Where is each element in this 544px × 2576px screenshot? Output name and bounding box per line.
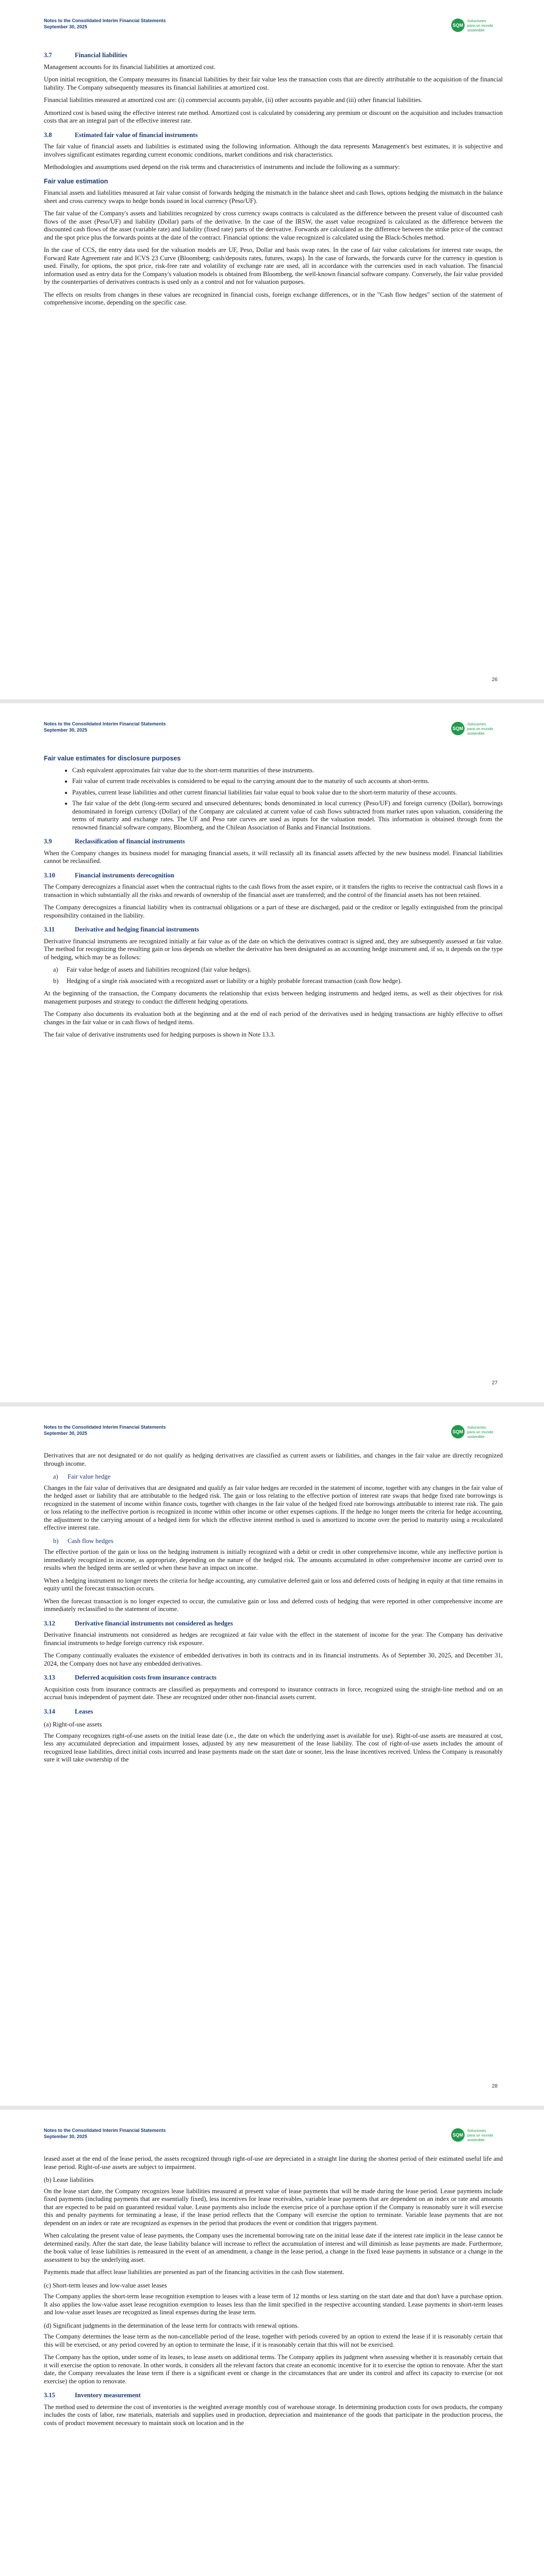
- section-number: 3.13: [44, 1674, 55, 1681]
- logo-tagline-3: sostenible: [467, 2137, 485, 2142]
- logo-mark: SQM: [451, 722, 465, 735]
- paragraph: The fair value of derivative instruments used for hedging purposes is shown in Note 13.3.: [44, 1031, 275, 1038]
- document-page-1: [0, 0, 544, 699]
- section-heading: [44, 2392, 503, 2400]
- paragraph: Financial liabilities measured at amortized cost are: (i) commercial accounts payable, (ii) other accounts payable and (iii) other financial liabilities.: [44, 96, 423, 104]
- paragraph: Derivative financial instruments are recognized initially at fair value as of the date on which the derivatives contract is signed and, they are subsequently assessed at fair value. The method for recognizing the resulting gain or loss depends on whether the derivative has been designated as an accounting hedge instrument and, if so, it depends on the type of hedging, which may be as follows:: [44, 937, 503, 961]
- logo-tagline-2: para un mundo: [467, 726, 493, 731]
- document-page-3: [0, 1406, 544, 2106]
- lettered-list: [44, 966, 503, 985]
- logo-tagline: [467, 1425, 493, 1439]
- section-number: 3.15: [44, 2392, 55, 2399]
- paragraph: The fair value of the Company's assets and liabilities recognized by cross currency swaps contracts is calculated as the difference between the present value of discounted cash flows of the asset (Peso/UF) and liability (Dollar) parts of the derivative. In the case of the IRSW, the asset value recognized is calculated as the difference between the discounted cash flows of the asset (variable rate) and liability (fixed rate) parts of the derivative. Forwards are calculated as the difference between the strike price of the contract and the spot price plus the forwards points at the date of the contract. Financial options: the value recognized is calculated using the Black-Scholes method.: [44, 210, 503, 241]
- subsection-marker: b): [53, 1537, 59, 1545]
- page-content: [44, 1452, 503, 1769]
- paragraph: The Company derecognizes a financial asset when the contractual rights to the cash flows from the asset expire, or it transfers the rights to receive the contractual cash flows in a transaction in which substantially all the risks and rewards of ownership of the financial asset are transferred; and the control of the financial assets has not been retained.: [44, 883, 503, 899]
- section-title: Financial instruments derecognition: [75, 871, 174, 879]
- paragraph: Management accounts for its financial liabilities at amortized cost.: [44, 63, 216, 71]
- list-item: • The fair value of the debt (long-term secured and unsecured debentures; bonds denominated in local currency (Peso/UF) and foreign currency (Dollar), borrowings denominated in foreign currency (Dollar) of the Company are calculated at current value of cash flows subtracted from market rates upon valuation, considering the terms of maturity and exchange rates. The UF and Peso rate curves are used as inputs for the valuation model. This information is obtained through from the renowned financial software company, Bloomberg, and the Chilean Association of Banks and Financial Institutions.: [72, 800, 503, 832]
- section-title: Estimated fair value of financial instruments: [75, 131, 198, 139]
- paragraph: On the lease start date, the Company recognizes lease liabilities measured at present value of lease payments that will be made during the lease period. Lease payments include fixed payments (including payments that are essentially fixed), less incentives for lease receivables, variable lease payments that are dependent on an index or rate and amounts that are expected to be paid on guaranteed residual value. Lease payments also include the exercise price of a purchase option if the Company is reasonably sure it will exercise this and penalty payments for terminating a lease, if the lease period reflects that the Company will exercise the option to terminate. Variable lease payments that are not dependent on an index or rate are recognized as expenses in the period that produces the event or condition that triggers payment.: [44, 2187, 503, 2227]
- subsection-title: (b) Lease liabilities: [44, 2176, 94, 2183]
- header-title: [44, 13, 503, 30]
- section-number: 3.14: [44, 1707, 55, 1715]
- subsection-text: Cash flow hedges: [68, 1537, 113, 1545]
- logo-tagline-2: para un mundo: [467, 2132, 493, 2138]
- paragraph: The effects on results from changes in these values are recognized in financial costs, foreign exchange differences, or in the "Cash flow hedges" section of the statement of comprehensive income, depending on the specific case.: [44, 291, 503, 306]
- paragraph: The Company determines the lease term as the non-cancellable period of the lease, together with periods covered by an option to extend the lease if it is reasonably certain that this will be exercised, or any period covered by an option to terminate the lease, if it is reasonably certain that this will not be exercised.: [44, 2333, 503, 2348]
- logo-tagline-1: Soluciones: [467, 721, 486, 726]
- header-title: [44, 2123, 503, 2140]
- page-content: [44, 749, 503, 1044]
- header-line-2: September 30, 2025: [44, 1431, 88, 1436]
- paragraph: When a hedging instrument no longer meets the criteria for hedge accounting, any cumulative deferred gain or loss and deferred costs of hedging in equity at that time remains in equity until the forecast transaction occurs.: [44, 1577, 503, 1592]
- company-logo: [451, 2126, 503, 2144]
- list-marker: a): [53, 966, 58, 973]
- section-number: 3.12: [44, 1619, 55, 1627]
- subsection-title: Fair value estimates for disclosure purposes: [44, 755, 181, 762]
- logo-tagline-3: sostenible: [467, 731, 485, 736]
- section-title: Leases: [75, 1707, 93, 1715]
- section-heading: [44, 131, 503, 140]
- company-logo: [451, 16, 503, 34]
- logo-tagline: [467, 2128, 493, 2142]
- section-title: Derivative financial instruments not considered as hedges: [75, 1619, 233, 1627]
- subsection-title: Fair value estimation: [44, 177, 108, 185]
- list-item: [53, 966, 503, 974]
- page-header: [44, 717, 503, 740]
- page-number: 28: [491, 2083, 498, 2089]
- paragraph: In the case of CCS, the entry data used for the valuation models are UF, Peso, Dollar and basis swap rates. In the case of fair value calculations for interest rate swaps, the Forward Rate Agreement rate and ICVS 23 Curve (Bloomberg; cash/deposits rates, futures, swaps). In the case of forwards, the forwards curve for the currency in question is used. Finally, for options, the spot price, risk-free rate and volatility of exchange rate are used, all in accordance with the currencies used in each valuation. The financial information used as entry data for the Company's valuation models is obtained from Bloomberg, the well-known financial software company. Conversely, the fair value provided by the counterparties of derivatives contracts is used only as a control and not for valuation purposes.: [44, 246, 503, 285]
- header-title: [44, 717, 503, 733]
- paragraph: When calculating the present value of lease payments, the Company uses the incremental borrowing rate on the initial lease date if the interest rate implicit in the lease cannot be determined easily. After the start date, the lease liability balance will increase to reflect the accumulation of interest and will diminish as lease payments are made. Furthermore, the book value of lease liabilities is remeasured in the event of an amendment, a change in the lease period, a change in the fixed lease payments in substance or a change in the assessment to buy the underlying asset.: [44, 2232, 503, 2263]
- header-line-2: September 30, 2025: [44, 2134, 88, 2139]
- document-page-4: [0, 2110, 544, 2576]
- section-number: 3.8: [44, 131, 52, 139]
- list-item: • Payables, current lease liabilities and other current financial liabilities fair value equal to book value due to the short-term maturity of these accounts.: [72, 789, 503, 797]
- paragraph: The Company derecognizes a financial liability when its contractual obligations or a part of these are discharged, paid or the creditor or legally extinguished from the principal responsibility contained in the liability.: [44, 904, 503, 919]
- paragraph: The effective portion of the gain or loss on the hedging instrument is initially recognized with a debit or credit in other comprehensive income, while any ineffective portion is immediately recognized in income, as appropriate, depending on the nature of the hedged risk. The amounts accumulated in other comprehensive income are carried over to results when the hedged items are settled or when these have an impact on income.: [44, 1548, 503, 1571]
- subsection-title: (c) Short-term leases and low-value asset leases: [44, 2281, 167, 2289]
- section-title: Reclassification of financial instruments: [75, 838, 185, 845]
- page-content: [44, 45, 503, 312]
- subsection-title: [44, 1537, 503, 1546]
- logo-mark: SQM: [451, 1425, 465, 1438]
- section-title: Financial liabilities: [75, 52, 127, 59]
- logo-tagline-3: sostenible: [467, 1434, 485, 1439]
- section-heading: [44, 872, 503, 880]
- paragraph: When the Company changes its business model for managing financial assets, it will reclassify all its financial assets affected by the new business model. Financial liabilities cannot be reclassified.: [44, 849, 503, 865]
- header-line-1: Notes to the Consolidated Interim Financial Statements: [44, 1425, 166, 1430]
- paragraph: Payments made that affect lease liabilities are presented as part of the financing activities in the cash flow statement.: [44, 2268, 344, 2276]
- paragraph: The Company continually evaluates the existence of embedded derivatives in both its contracts and in its financial instruments. As of September 30, 2025, and December 31, 2024, the Company does not have any embedded derivatives.: [44, 1652, 503, 1667]
- page-content: [44, 2155, 503, 2432]
- header-line-2: September 30, 2025: [44, 727, 88, 733]
- paragraph: The fair value of financial assets and liabilities is estimated using the following information. Although the data represents Management's best estimates, it is subjective and involves significant estimates regarding current economic conditions, market conditions and risk characteristics.: [44, 143, 503, 158]
- bullet-list: [44, 767, 503, 832]
- page-number: 27: [491, 1380, 498, 1386]
- section-title: Inventory measurement: [75, 2392, 141, 2399]
- list-text: Hedging of a single risk associated with a recognized asset or liability or a highly probable forecast transaction (cash flow hedge).: [67, 977, 402, 985]
- section-number: 3.9: [44, 838, 52, 845]
- paragraph: The Company has the option, under some of its leases, to lease assets on additional terms. The Company applies its judgment when assessing whether it is reasonably certain that it will exercise the option to renovate. In other words, it considers all the relevant factors that create an economic incentive for it to exercise the option to renovate. After the start date, the Company reevaluates the lease term if there is a significant event or change in the circumstances that are under its control and affect its capacity to exercise (or not exercise) the option to renovate.: [44, 2353, 503, 2385]
- subsection-text: Fair value hedge: [68, 1473, 111, 1480]
- logo-tagline-1: Soluciones: [467, 2128, 486, 2133]
- section-heading: [44, 926, 503, 934]
- section-number: 3.7: [44, 52, 52, 59]
- page-header: [44, 13, 503, 37]
- subsection-marker: a): [53, 1473, 58, 1480]
- logo-tagline: [467, 722, 493, 736]
- section-number: 3.10: [44, 871, 55, 879]
- section-heading: [44, 52, 503, 60]
- list-marker: b): [53, 977, 59, 985]
- header-line-2: September 30, 2025: [44, 24, 88, 29]
- list-item: [53, 977, 503, 986]
- list-item: • Fair value of current trade receivables is considered to be equal to the carrying amount due to the maturity of such accounts at short-terms.: [72, 777, 503, 786]
- paragraph: The Company applies the short-term lease recognition exemption to leases with a lease term of 12 months or less starting on the start date and that don't have a purchase option. It also applies the low-value asset lease recognition exemption to leases less than the limit specified in the respective accounting standard. Lease payments in short-term leases and low-value asset leases are recognized as lineal expenses during the lease term.: [44, 2293, 503, 2316]
- logo-tagline: [467, 19, 493, 32]
- logo-mark: SQM: [451, 19, 465, 32]
- logo-tagline-3: sostenible: [467, 27, 485, 32]
- paragraph: When the forecast transaction is no longer expected to occur, the cumulative gain or loss and deferred costs of hedging that were reported in other comprehensive income are immediately reclassified to the statement of income.: [44, 1597, 503, 1613]
- page-header: [44, 2123, 503, 2147]
- paragraph: Changes in the fair value of derivatives that are designated and qualify as fair value hedges are recorded in the statement of income, together with any changes in the fair value of the hedged asset or liability that are attributable to the hedged risk. The gain or loss relating to the effective portion of interest rate swaps that hedge fixed rate borrowings is recognized in the statement of income within finance costs, together with changes in the fair value of the hedged fixed rate borrowings attributable to interest rate risk. The gain or loss relating to the ineffective portion is recognized in income within other income or other expenses captions. If the hedge no longer meets the criteria for hedge accounting, the adjustment to the carrying amount of a hedged item for which the effective interest method is used is amortized to income over the period to maturity using a recalculated effective interest rate.: [44, 1484, 503, 1531]
- page-header: [44, 1420, 503, 1444]
- paragraph: leased asset at the end of the lease period, the assets recognized through right-of-use are depreciated in a straight line during the shortest period of their estimated useful life and lease period. Right-of-use assets are subject to impairment.: [44, 2155, 503, 2171]
- logo-tagline-2: para un mundo: [467, 1429, 493, 1434]
- header-title: [44, 1420, 503, 1436]
- document-page-2: [0, 703, 544, 1402]
- company-logo: [451, 720, 503, 737]
- company-logo: [451, 1423, 503, 1440]
- paragraph: Derivatives that are not designated or do not qualify as hedging derivatives are classified as current assets or liabilities, and changes in the fair value are directly recognized through income.: [44, 1452, 503, 1467]
- paragraph: Derivative financial instruments not considered as hedges are recognized at fair value with the effect in the statement of income for the year. The Company has derivative financial instruments to hedge foreign currency risk exposure.: [44, 1631, 503, 1647]
- paragraph: At the beginning of the transaction, the Company documents the relationship that exists between hedging instruments and hedged items, as well as their objectives for risk management purposes and strategy to conduct the different hedging operations.: [44, 990, 503, 1005]
- list-text: Fair value hedge of assets and liabilities recognized (fair value hedges).: [67, 966, 251, 973]
- logo-mark: SQM: [451, 2128, 465, 2142]
- section-title: Derivative and hedging financial instruments: [75, 926, 199, 933]
- logo-tagline-1: Soluciones: [467, 1425, 486, 1430]
- header-line-1: Notes to the Consolidated Interim Financial Statements: [44, 721, 166, 726]
- section-heading: [44, 838, 503, 846]
- logo-tagline-1: Soluciones: [467, 18, 486, 23]
- section-title: Deferred acquisition costs from insurance contracts: [75, 1674, 217, 1681]
- section-heading: [44, 1620, 503, 1628]
- subsection-title: (a) Right-of-use assets: [44, 1721, 102, 1728]
- header-line-1: Notes to the Consolidated Interim Financial Statements: [44, 2128, 166, 2133]
- paragraph: Amortized cost is based using the effective interest rate method. Amortized cost is calculated by considering any premium or discount on the acquisition and includes transaction costs that are an integral part of the effective interest rate.: [44, 109, 503, 124]
- section-heading: [44, 1708, 503, 1716]
- page-number: 26: [491, 677, 498, 683]
- section-number: 3.11: [44, 926, 55, 933]
- paragraph: Methodologies and assumptions used depend on the risk terms and characteristics of instruments and include the following as a summary:: [44, 163, 400, 171]
- logo-tagline-2: para un mundo: [467, 23, 493, 28]
- section-heading: [44, 1674, 503, 1682]
- header-line-1: Notes to the Consolidated Interim Financial Statements: [44, 18, 166, 23]
- paragraph: The method used to determine the cost of inventories is the weighted average monthly cost of warehouse storage. In determining production costs for own products, the company includes the costs of labor, raw materials, materials and supplies used in production, depreciation and maintenance of the goods that participate in the production process, the costs of product movement necessary to maintain stock on location and in the: [44, 2403, 503, 2427]
- paragraph: Acquisition costs from insurance contracts are classified as prepayments and correspond to insurance contracts in force, recognized using the straight-line method and on an accrual basis independent of payment date. These are recognized under other non-financial assets current.: [44, 1685, 503, 1701]
- subsection-title: (d) Significant judgments in the determination of the lease term for contracts with renewal options.: [44, 2321, 299, 2329]
- paragraph: Financial assets and liabilities measured at fair value consist of forwards hedging the mismatch in the balance sheet and cash flows, options hedging the mismatch in the balance sheet and cross currency swaps to hedge bonds issued in local currency (Peso/UF).: [44, 189, 503, 205]
- subsection-title: [44, 1473, 503, 1481]
- paragraph: The Company also documents its evaluation both at the beginning and at the end of each period of the derivatives used in hedging transactions are highly effective to offset changes in the fair value or in cash flows of hedged items.: [44, 1010, 503, 1026]
- paragraph: The Company recognizes right-of-use assets on the initial lease date (i.e., the date on which the underlying asset is available for use). Right-of-use assets are measured at cost, less any accumulated depreciation and impairment losses, adjusted by any new measurement of the lease liability. The cost of right-of-use assets includes the amount of recognized lease liabilities, direct initial costs incurred and lease payments made on the start date or sooner, less the lease incentives received. Unless the Company is reasonably sure it will take ownership of the: [44, 1732, 503, 1763]
- list-item: • Cash equivalent approximates fair value due to the short-term maturities of these instruments.: [72, 767, 503, 775]
- paragraph: Upon initial recognition, the Company measures its financial liabilities by their fair value less the transaction costs that are directly attributable to the acquisition of the financial liability. The Company subsequently measures its financial liabilities at amortized cost.: [44, 76, 503, 91]
